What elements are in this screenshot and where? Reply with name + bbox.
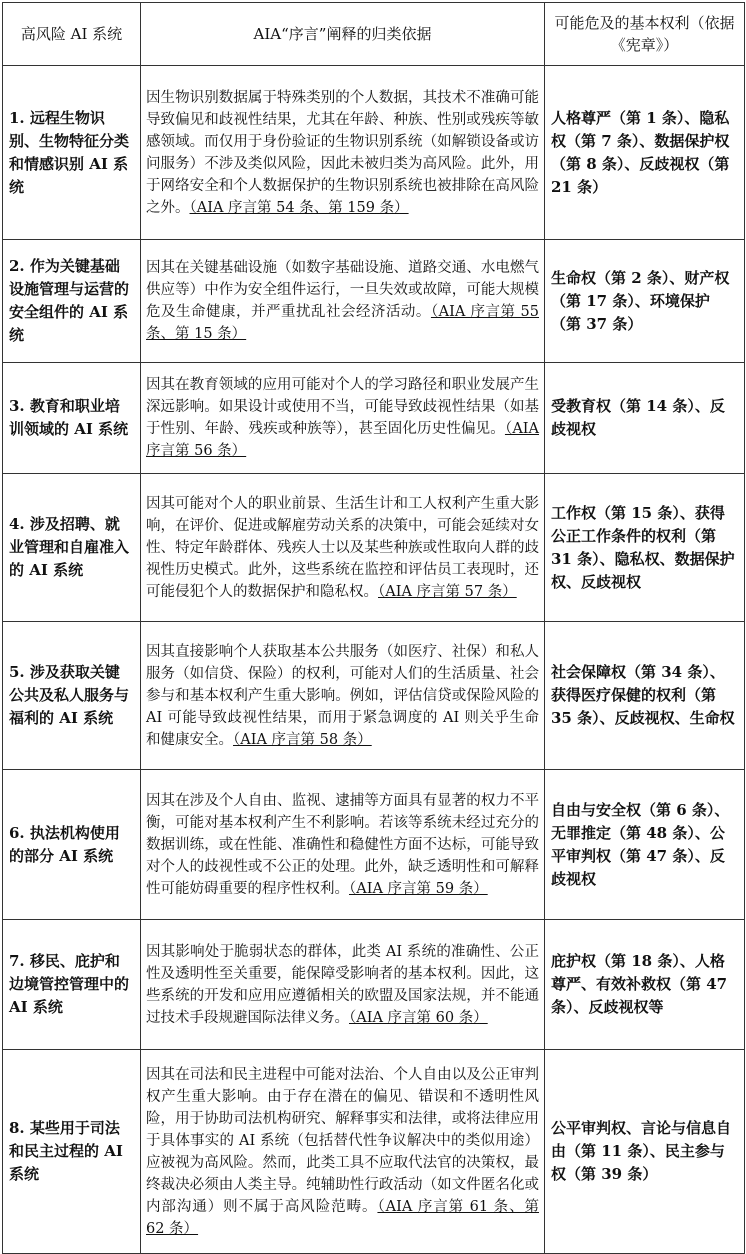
header-basis: AIA“序言”阐释的归类依据 xyxy=(141,3,545,66)
header-row xyxy=(3,3,745,66)
row-rights: 人格尊严（第 1 条）、隐私权（第 7 条）、数据保护权（第 8 条）、反歧视权（第 21 条） xyxy=(545,66,745,240)
row-basis xyxy=(141,240,545,363)
basis-reference: （AIA 序言第 55 条、第 15 条） xyxy=(146,304,540,342)
basis-reference: （AIA 序言第 61 条、第 62 条） xyxy=(146,1198,539,1237)
basis-text: 因其在司法和民主进程中可能对法治、个人自由以及公正审判权产生重大影响。由于存在潜在的偏见、错误和不透明性风险，用于协助司法机构研究、解释事实和法律，或将法律应用于具体事实的 AI 系统（包括替代性争议解决中的类似用途）应被视为高风险。然而，此类工具不应取代法官的决策权，最终裁决必须由人类主导。纯辅助性行政活动（如文件匿名化或内部沟通）则不属于高风险范畴。 xyxy=(146,1066,539,1215)
row-basis xyxy=(141,474,545,622)
basis-text: 因其在涉及个人自由、监视、逮捕等方面具有显著的权力不平衡，可能对基本权利产生不利影响。若该等系统未经过充分的数据训练，或在性能、准确性和稳健性方面不达标，可能导致对个人的歧视性或不公正的处理。此外，缺乏透明性和可解释性可能妨碍重要的程序性权利。 xyxy=(146,792,539,897)
row-category: 4. 涉及招聘、就业管理和自雇准入的 AI 系统 xyxy=(3,474,141,622)
table-row xyxy=(3,474,745,622)
basis-reference: （AIA 序言第 59 条） xyxy=(349,880,488,897)
row-basis xyxy=(141,66,545,240)
row-basis xyxy=(141,622,545,770)
basis-text: 因其在关键基础设施（如数字基础设施、道路交通、水电燃气供应等）中作为安全组件运行，一旦失效或故障，可能大规模危及生命健康，并严重扰乱社会经济活动。 xyxy=(146,260,539,320)
row-basis xyxy=(141,363,545,474)
basis-reference: （AIA 序言第 54 条、第 159 条） xyxy=(189,199,409,216)
basis-text: 因其可能对个人的职业前景、生活生计和工人权利产生重大影响，在评价、促进或解雇劳动关系的决策中，可能会延续对女性、特定年龄群体、残疾人士以及某些种族或性取向人群的歧视性历史模式。此外，这些系统在监控和评估员工表现时，还可能侵犯个人的数据保护和隐私权。 xyxy=(146,495,539,600)
row-basis xyxy=(141,770,545,920)
basis-reference: （AIA 序言第 60 条） xyxy=(349,1009,488,1026)
table-row xyxy=(3,622,745,770)
basis-reference: （AIA 序言第 56 条） xyxy=(146,421,540,459)
row-rights: 工作权（第 15 条）、获得公正工作条件的权利（第 31 条）、隐私权、数据保护权、反歧视权 xyxy=(545,474,745,622)
row-category: 2. 作为关键基础设施管理与运营的安全组件的 AI 系统 xyxy=(3,240,141,363)
table-row xyxy=(3,1050,745,1254)
basis-reference: （AIA 序言第 58 条） xyxy=(233,731,372,748)
row-category: 5. 涉及获取关键公共及私人服务与福利的 AI 系统 xyxy=(3,622,141,770)
header-rights: 可能危及的基本权利（依据《宪章》） xyxy=(545,3,745,66)
row-category: 6. 执法机构使用的部分 AI 系统 xyxy=(3,770,141,920)
row-category: 7. 移民、庇护和边境管控管理中的 AI 系统 xyxy=(3,920,141,1050)
table-row xyxy=(3,240,745,363)
row-rights: 自由与安全权（第 6 条）、无罪推定（第 48 条）、公平审判权（第 47 条）、反歧视权 xyxy=(545,770,745,920)
row-category: 3. 教育和职业培训领域的 AI 系统 xyxy=(3,363,141,474)
row-rights: 生命权（第 2 条）、财产权（第 17 条）、环境保护（第 37 条） xyxy=(545,240,745,363)
row-category: 1. 远程生物识别、生物特征分类和情感识别 AI 系统 xyxy=(3,66,141,240)
row-category: 8. 某些用于司法和民主过程的 AI 系统 xyxy=(3,1050,141,1254)
table-row xyxy=(3,770,745,920)
row-basis xyxy=(141,1050,545,1254)
row-rights: 受教育权（第 14 条）、反歧视权 xyxy=(545,363,745,474)
basis-text: 因其在教育领域的应用可能对个人的学习路径和职业发展产生深远影响。如果设计或使用不当，可能导致歧视性结果（如基于性别、年龄、残疾或种族等），甚至固化历史性偏见。 xyxy=(146,377,539,437)
basis-text: 因其直接影响个人获取基本公共服务（如医疗、社保）和私人服务（如信贷、保险）的权利，可能对人们的生活质量、社会参与和基本权利产生重大影响。例如，评估信贷或保险风险的 AI 可能导致歧视性结果，而用于紧急调度的 AI 则关乎生命和健康安全。 xyxy=(146,643,539,748)
basis-text: 因生物识别数据属于特殊类别的个人数据，其技术不准确可能导致偏见和歧视性结果，尤其在年龄、种族、性别或残疾等敏感领域。而仅用于身份验证的生物识别系统（如解锁设备或访问服务）不涉及类似风险，因此未被归类为高风险。此外，用于网络安全和个人数据保护的生物识别系统也被排除在高风险之外。 xyxy=(146,89,539,216)
row-rights: 公平审判权、言论与信息自由（第 11 条）、民主参与权（第 39 条） xyxy=(545,1050,745,1254)
table-row xyxy=(3,363,745,474)
row-rights: 社会保障权（第 34 条）、获得医疗保健的权利（第 35 条）、反歧视权、生命权 xyxy=(545,622,745,770)
table-row xyxy=(3,66,745,240)
basis-reference: （AIA 序言第 57 条） xyxy=(378,583,517,600)
row-basis xyxy=(141,920,545,1050)
basis-text: 因其影响处于脆弱状态的群体，此类 AI 系统的准确性、公正性及透明性至关重要，能保障受影响者的基本权利。因此，这些系统的开发和应用应遵循相关的欧盟及国家法规，并不能通过技术手段规避国际法律义务。 xyxy=(146,943,539,1026)
table-row xyxy=(3,920,745,1050)
row-rights: 庇护权（第 18 条）、人格尊严、有效补救权（第 47 条）、反歧视权等 xyxy=(545,920,745,1050)
header-category: 高风险 AI 系统 xyxy=(3,3,141,66)
risk-classification-table xyxy=(2,2,745,1254)
